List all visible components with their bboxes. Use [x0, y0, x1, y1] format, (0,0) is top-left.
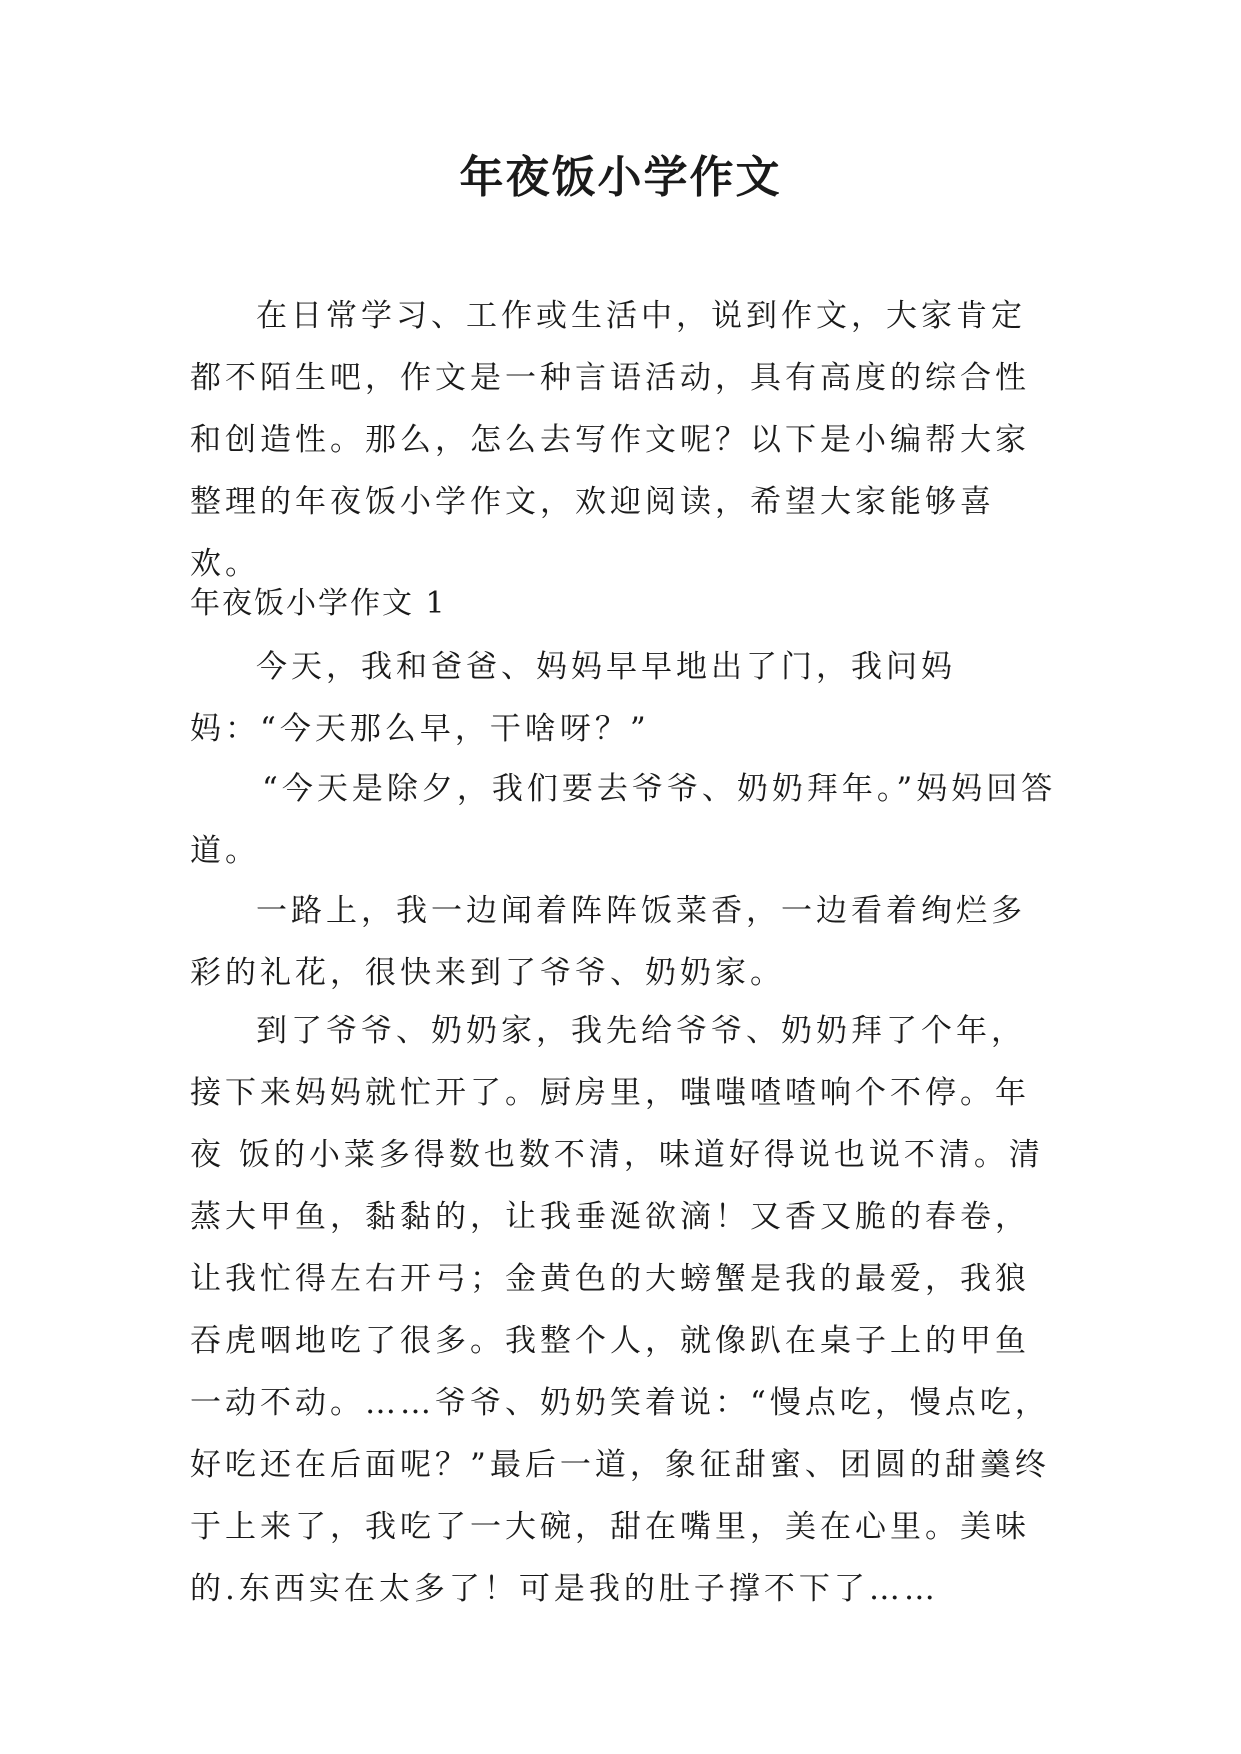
paragraph-text: 一路上，我一边闻着阵阵饭菜香，一边看着绚烂多彩的礼花，很快来到了爷爷、奶奶家。: [190, 893, 1026, 991]
paragraph-text: 到了爷爷、奶奶家，我先给爷爷、奶奶拜了个年，接下来妈妈就忙开了。厨房里，嗤嗤喳喳响个不停。年 夜 饭的小菜多得数也数不清，味道好得说也说不清。清蒸大甲鱼，黏黏的，让我垂涎欲滴！又香又脆的春卷，让我忙得左右开弓；金黄色的大螃蟹是我的最爱，我狼吞虎咽地吃了很多。我整个人，就像趴在桌子上的甲鱼一动不动。……爷爷、奶奶笑着说：“慢点吃，慢点吃，好吃还在后面呢？”最后一道，象征甜蜜、团圆的甜羹终于上来了，我吃了一大碗，甜在嘴里，美在心里。美味的.东西实在太多了！可是我的肚子撑不下了……: [190, 1013, 1050, 1607]
body-paragraph-4: [190, 1000, 1060, 1620]
body-paragraph-1: [190, 636, 1060, 760]
intro-text: 在日常学习、工作或生活中，说到作文，大家肯定都不陌生吧，作文是一种言语活动，具有高度的综合性和创造性。那么，怎么去写作文呢？以下是小编帮大家整理的年夜饭小学作文，欢迎阅读，希望大家能够喜欢。: [190, 298, 1030, 582]
paragraph-text: 今天，我和爸爸、妈妈早早地出了门，我问妈妈：“今天那么早，干啥呀？”: [190, 649, 956, 747]
paragraph-text: “今天是除夕，我们要去爷爷、奶奶拜年。”妈妈回答道。: [190, 771, 1057, 869]
intro-paragraph: [190, 285, 1060, 595]
body-paragraph-2: [190, 758, 1060, 882]
document-title: 年夜饭小学作文: [459, 152, 782, 203]
section-heading: 年夜饭小学作文 1: [190, 586, 447, 621]
body-paragraph-3: [190, 880, 1060, 1004]
